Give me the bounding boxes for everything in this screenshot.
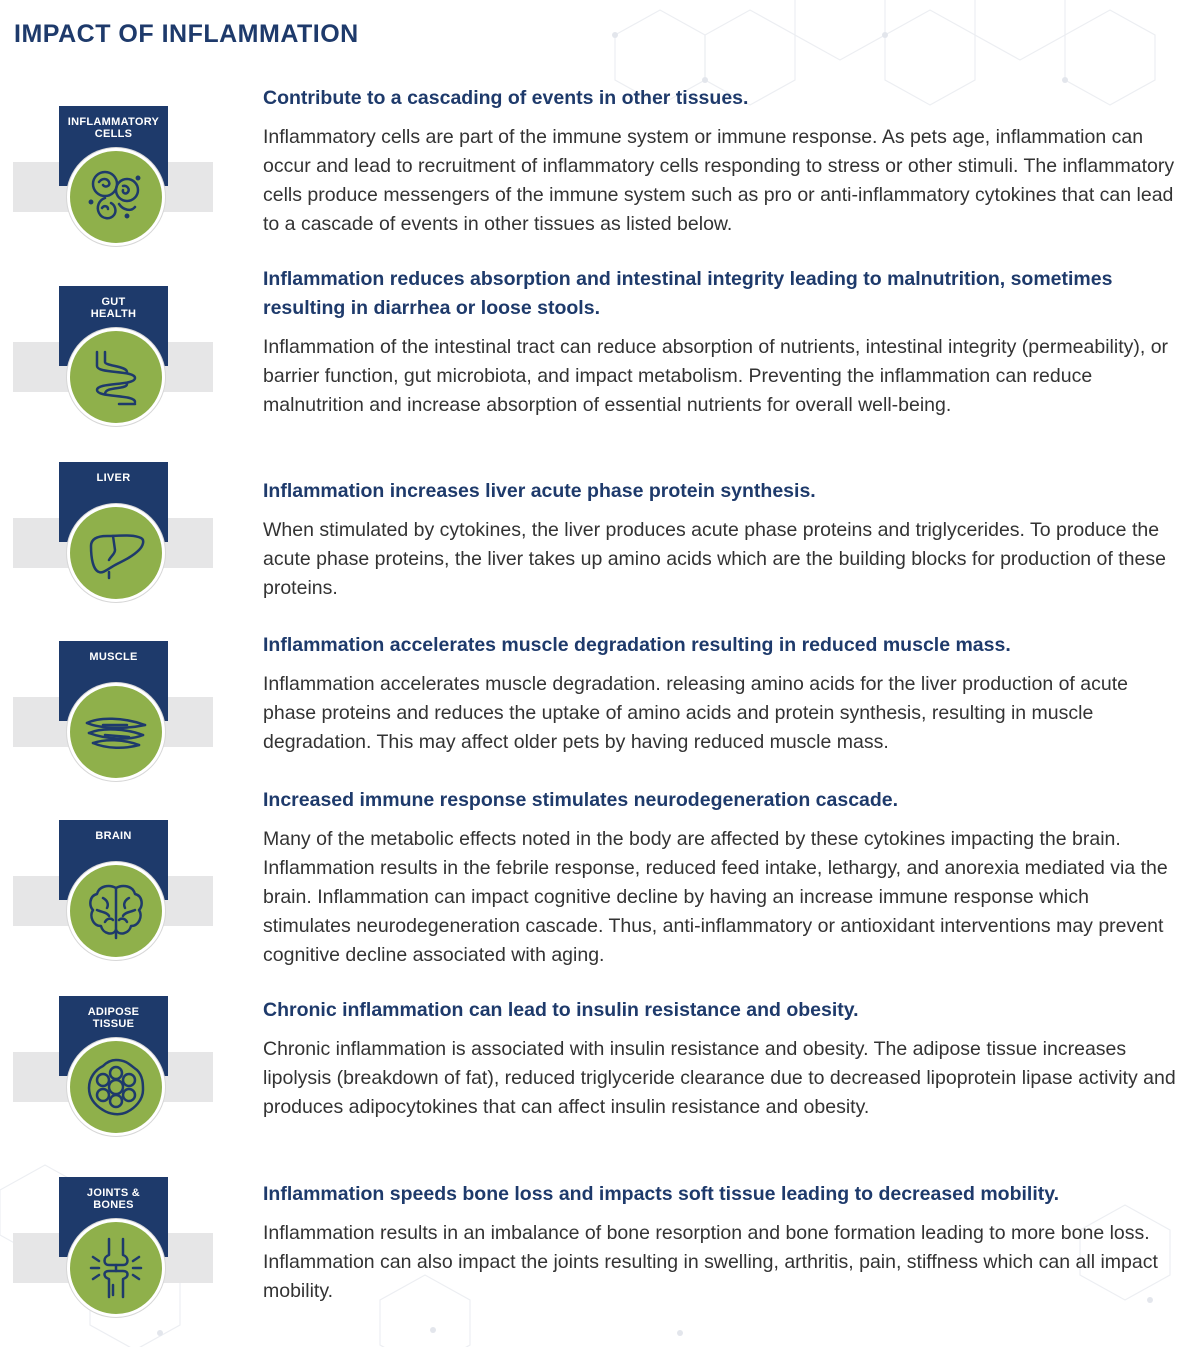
section-content: [263, 786, 1178, 970]
icon-circle: [67, 1219, 165, 1317]
section-content: [263, 477, 1178, 603]
category-label: BRAIN: [95, 830, 132, 842]
section-content: [263, 265, 1178, 420]
section-content: [263, 996, 1178, 1122]
category-badge: [13, 106, 213, 266]
section-body: Inflammatory cells are part of the immune system or immune response. As pets age, inflammation can occur and lead to recruitment of inflammatory cells responding to stress or other stimuli. The inflammatory cells produce messengers of the immune system such as pro or anti-inflammatory cytokines that can lead to a cascade of events in other tissues as listed below.: [263, 126, 1175, 235]
brain-icon: [83, 878, 149, 944]
category-label: MUSCLE: [89, 651, 138, 663]
category-badge: [13, 286, 213, 446]
section-body: Inflammation accelerates muscle degradation. releasing amino acids for the liver production of acute phase proteins and reduces the uptake of amino acids and protein synthesis, resulting in muscle degradation. This may affect older pets by having reduced muscle mass.: [263, 673, 1128, 753]
section-content: [263, 1180, 1178, 1306]
icon-circle: [67, 504, 165, 602]
muscle-fiber-icon: [83, 699, 149, 765]
category-label: INFLAMMATORY CELLS: [67, 116, 160, 140]
category-badge: [13, 1177, 213, 1337]
page-title: IMPACT OF INFLAMMATION: [14, 20, 359, 48]
category-label: ADIPOSE TISSUE: [87, 1006, 140, 1030]
adipose-cells-icon: [83, 1054, 149, 1120]
section-heading: Inflammation speeds bone loss and impacts soft tissue leading to decreased mobility.: [263, 1183, 1060, 1205]
section-heading: Contribute to a cascading of events in other tissues.: [263, 87, 749, 109]
section-heading: Inflammation accelerates muscle degradation resulting in reduced muscle mass.: [263, 634, 1011, 656]
category-label: GUT HEALTH: [90, 296, 137, 320]
section-body: When stimulated by cytokines, the liver produces acute phase proteins and triglycerides. To produce the acute phase proteins, the liver takes up amino acids which are the building blocks for production of these proteins.: [263, 519, 1166, 599]
icon-circle: [67, 862, 165, 960]
section-heading: Inflammation increases liver acute phase protein synthesis.: [263, 480, 816, 502]
section-body: Inflammation of the intestinal tract can reduce absorption of nutrients, intestinal integrity (permeability), or barrier function, gut microbiota, and impact metabolism. Preventing the inflammation can reduce malnutrition and increase absorption of essential nutrients for overall well-being.: [263, 336, 1169, 416]
section-heading: Inflammation reduces absorption and intestinal integrity leading to malnutrition, sometimes resulting in diarrhea or loose stools.: [263, 268, 1113, 319]
section-content: [263, 631, 1178, 757]
section-body: Many of the metabolic effects noted in the body are affected by these cytokines impacting the brain. Inflammation results in the febrile response, reduced feed intake, lethargy, and anorexia mediated via the brain. Inflammation can impact cognitive decline by having an increase immune response which stimulates neurodegeneration cascade. Thus, anti-inflammatory or antioxidant interventions may prevent cognitive decline associated with aging.: [263, 828, 1168, 966]
knee-joint-icon: [83, 1235, 149, 1301]
icon-circle: [67, 148, 165, 246]
icon-circle: [67, 328, 165, 426]
category-badge: [13, 462, 213, 622]
category-badge: [13, 641, 213, 801]
section-heading: Increased immune response stimulates neurodegeneration cascade.: [263, 789, 899, 811]
category-label: LIVER: [96, 472, 131, 484]
category-badge: [13, 820, 213, 980]
section-body: Inflammation results in an imbalance of bone resorption and bone formation leading to more bone loss. Inflammation can also impact the joints resulting in swelling, arthritis, pain, stiffness which can all impact mobility.: [263, 1222, 1158, 1302]
intestine-icon: [83, 344, 149, 410]
icon-circle: [67, 1038, 165, 1136]
section-heading: Chronic inflammation can lead to insulin resistance and obesity.: [263, 999, 859, 1021]
section-body: Chronic inflammation is associated with insulin resistance and obesity. The adipose tissue increases lipolysis (breakdown of fat), reduced triglyceride clearance due to decreased lipoprotein lipase activity and produces adipocytokines that can affect insulin resistance and obesity.: [263, 1038, 1176, 1118]
category-label: JOINTS & BONES: [86, 1187, 141, 1211]
section-content: [263, 84, 1178, 239]
liver-icon: [83, 520, 149, 586]
category-badge: [13, 996, 213, 1156]
inflammatory-cells-icon: [83, 164, 149, 230]
icon-circle: [67, 683, 165, 781]
